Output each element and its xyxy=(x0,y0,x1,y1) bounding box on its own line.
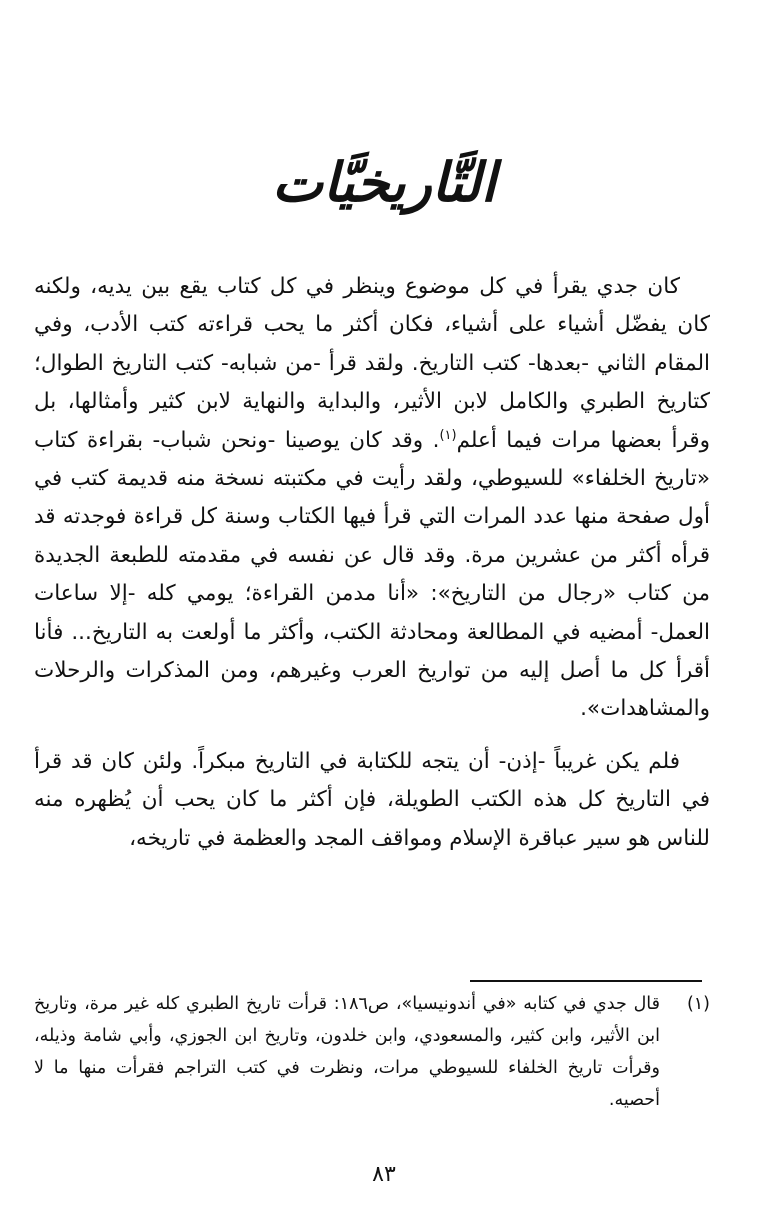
footnote-text: قال جدي في كتابه «في أندونيسيا»، ص١٨٦: قرأت تاريخ الطبري كله غير مرة، وتاريخ ابن الأثير، وابن كثير، والمسعودي، وابن خلدون، وتاريخ ابن الجوزي، وأبي شامة وذيله، وقرأت تاريخ الخلفاء للسيوطي مرات، ونظرت في كتب التراجم فقرأت منها ما لا أحصيه. xyxy=(34,994,660,1110)
page-number: ٨٣ xyxy=(372,1162,396,1187)
main-text xyxy=(34,268,710,858)
paragraph xyxy=(34,743,710,858)
footnote-number: (١) xyxy=(686,994,710,1014)
footnote-reference: (١) xyxy=(439,427,457,443)
chapter-title: التَّاريخيَّات xyxy=(272,150,496,214)
paragraph-text: . وقد كان يوصينا -ونحن شباب- بقراءة كتاب «تاريخ الخلفاء» للسيوطي، ولقد رأيت في مكتبته نسخة منه قديمة كتب في أول صفحة منها عدد المرات التي قرأ فيها الكتاب وسنة كل قراءة فوجدته قد قرأه أكثر من عشرين مرة. وقد قال عن نفسه في مقدمته للطبعة الجديدة من كتاب «رجال من التاريخ»: «أنا مدمن القراءة؛ يومي كله -إلا ساعات العمل- أمضيه في المطالعة ومحادثة الكتب، وأكثر ما أولعت به التاريخ... فأنا أقرأ كل ما أصل إليه من تواريخ العرب وغيرهم، ومن المذكرات والرحلات والمشاهدات». xyxy=(34,427,710,722)
footnote xyxy=(34,988,710,1116)
paragraph-text: فلم يكن غريباً -إذن- أن يتجه للكتابة في التاريخ مبكراً. ولئن كان قد قرأ في التاريخ كل هذه الكتب الطويلة، فإن أكثر ما كان يحب أن يُظهره منه للناس هو سير عباقرة الإسلام ومواقف المجد والعظمة في تاريخه، xyxy=(34,748,710,851)
paragraph-text: كان جدي يقرأ في كل موضوع وينظر في كل كتاب يقع بين يديه، ولكنه كان يفضّل أشياء على أشياء، فكان أكثر ما يحب قراءته كتب الأدب، وفي المقام الثاني -بعدها- كتب التاريخ. ولقد قرأ -من شبابه- كتب التاريخ الطوال؛ كتاريخ الطبري والكامل لابن الأثير، والبداية والنهاية لابن كثير وأمثالها، بل وقرأ بعضها مرات فيما أعلم xyxy=(34,274,710,453)
footnote-separator xyxy=(470,980,702,982)
paragraph xyxy=(34,268,710,729)
